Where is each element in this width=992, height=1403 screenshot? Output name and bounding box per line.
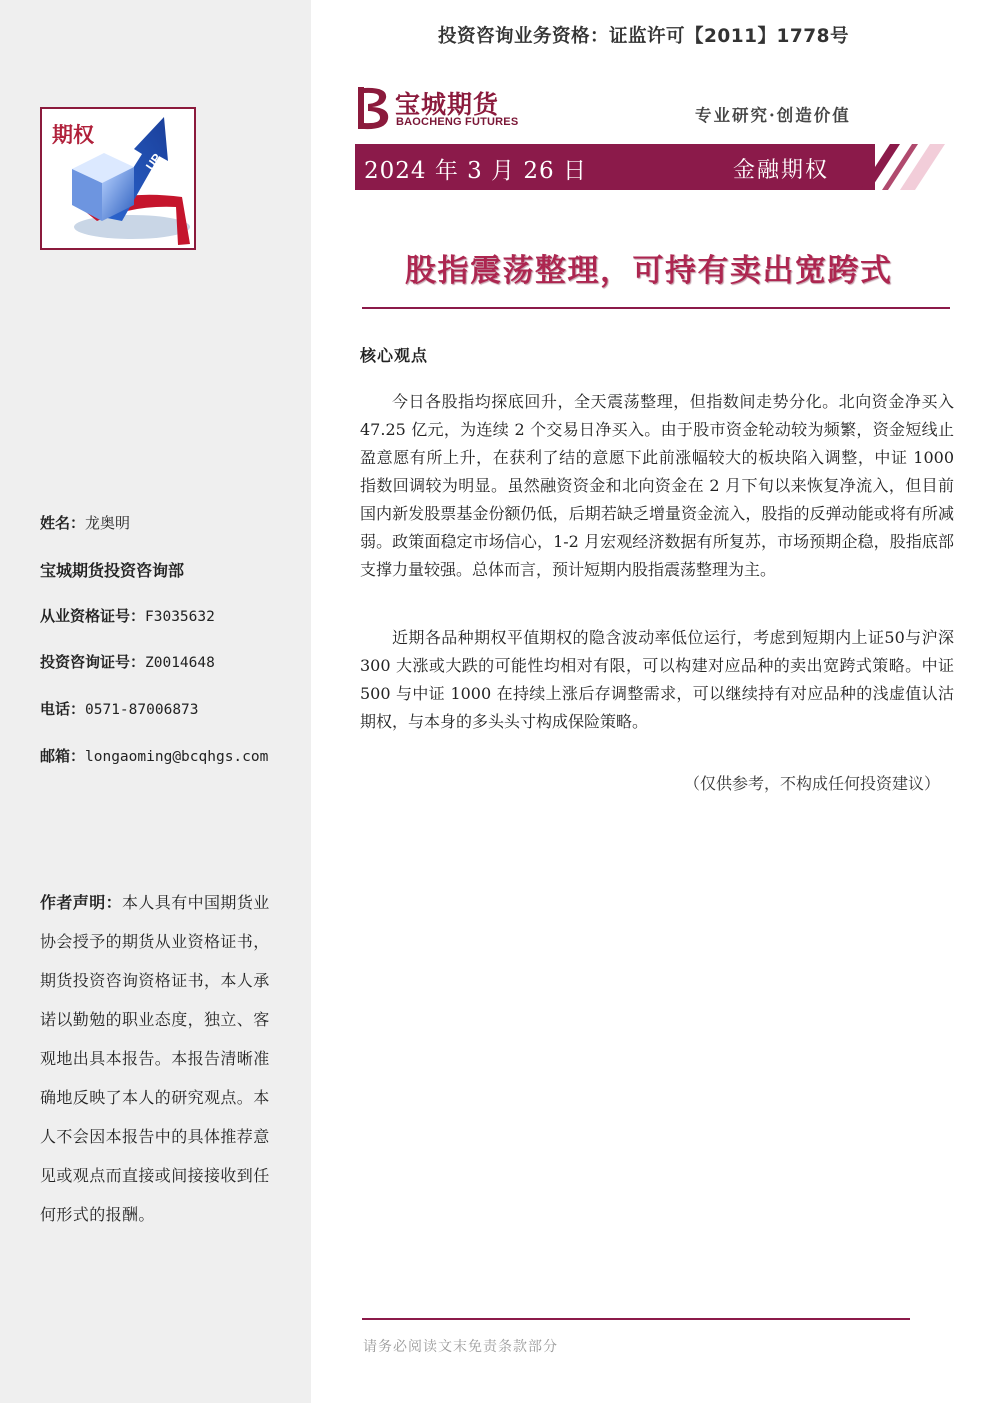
email-label: 邮箱： — [40, 747, 86, 765]
section-heading: 核心观点 — [360, 346, 429, 365]
options-logo-image — [40, 107, 196, 250]
date-bar — [355, 144, 875, 190]
company-logo — [356, 85, 526, 131]
footer-divider — [362, 1318, 910, 1320]
name-label: 姓名： — [40, 514, 86, 532]
email-row — [40, 745, 268, 766]
decorative-stripes — [860, 144, 945, 190]
brand-cn: 宝城期货 — [395, 90, 500, 119]
phone-label: 电话： — [40, 700, 86, 718]
phone-number: 0571-87006873 — [85, 702, 199, 718]
author-name-row — [40, 512, 130, 533]
report-title: 股指震荡整理，可持有卖出宽跨式 — [405, 253, 893, 289]
statement-text: 本人具有中国期货业协会授予的期货从业资格证书，期货投资咨询资格证书，本人承诺以勤勉的职业态度，独立、客观地出具本报告。本报告清晰准确地反映了本人的研究观点。本人不会因本报告中的具体推荐意见或观点而直接或间接接收到任何形式的报酬。 — [40, 893, 270, 1224]
paragraph-2: 近期各品种期权平值期权的隐含波动率低位运行，考虑到短期内上证50与沪深 300 大涨或大跌的可能性均相对有限，可以构建对应品种的卖出宽跨式策略。中证 500 与中证 1000 在持续上涨后存调整需求，可以继续持有对应品种的浅虚值认沽期权，与本身的多头头寸构成保险策略。 — [360, 628, 954, 731]
phone-row — [40, 698, 199, 719]
consult-row — [40, 651, 215, 672]
sidebar — [0, 0, 311, 1403]
report-category: 金融期权 — [733, 158, 830, 183]
author-statement — [40, 883, 276, 1234]
consult-label: 投资咨询证号： — [40, 653, 146, 671]
paragraph-1: 今日各股指均探底回升，全天震荡整理，但指数间走势分化。北向资金净买入 47.25 亿元，为连续 2 个交易日净买入。由于股市资金轮动较为频繁，资金短线止盈意愿有所上升，在获利了结的意愿下此前涨幅较大的板块陷入调整，中证 1000 指数回调较为明显。虽然融资资金和北向资金在 2 月下旬以来恢复净流入，但目前国内新发股票基金份额仍低，后期若缺乏增量资金流入，股指的反弹动能或将有所减弱。政策面稳定市场信心，1-2 月宏观经济数据有所复苏，市场预期企稳，股指底部支撑力量较强。总体而言，预计短期内股指震荡整理为主。 — [360, 392, 954, 579]
cert-row — [40, 605, 215, 626]
consult-number: Z0014648 — [145, 655, 215, 671]
disclaimer: （仅供参考，不构成任何投资建议） — [684, 774, 941, 793]
svg-text:UP: UP — [142, 151, 165, 173]
options-tag: 期权 — [52, 123, 94, 147]
cert-label: 从业资格证号： — [40, 607, 146, 625]
license-line: 投资咨询业务资格：证监许可【2011】1778号 — [438, 26, 849, 47]
title-divider — [362, 307, 950, 309]
report-date: 2024 年 3 月 26 日 — [364, 158, 587, 184]
footer-note: 请务必阅读文末免责条款部分 — [363, 1339, 558, 1355]
email-address[interactable]: longaoming@bcqhgs.com — [85, 749, 269, 765]
brand-en: BAOCHENG FUTURES — [396, 116, 519, 128]
author-name: 龙奥明 — [85, 514, 131, 532]
cert-number: F3035632 — [145, 609, 215, 625]
baocheng-logo-icon — [356, 85, 392, 131]
slogan: 专业研究·创造价值 — [695, 106, 851, 125]
department: 宝城期货投资咨询部 — [40, 561, 185, 580]
statement-label: 作者声明： — [40, 893, 123, 912]
